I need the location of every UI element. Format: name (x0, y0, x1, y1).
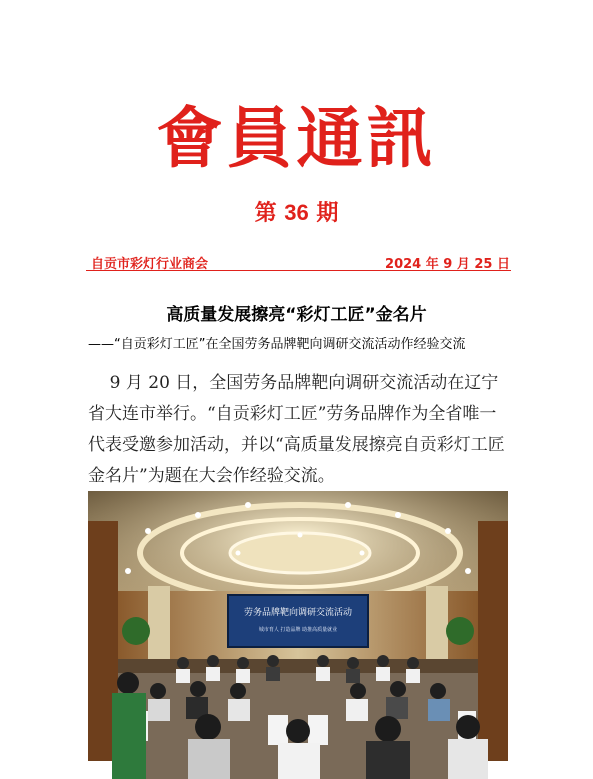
issue-num: 36 (284, 200, 309, 225)
article-body: 9 月 20 日，全国劳务品牌靶向调研交流活动在辽宁省大连市举行。“自贡彩灯工匠”劳务品牌作为全省唯一代表受邀参加活动，并以“高质量发展擦亮自贡彩灯工匠金名片”为题在大会作经验交流。 (88, 373, 505, 486)
organization-name: 自贡市彩灯行业商会 (91, 257, 209, 272)
issue-suffix: 期 (316, 201, 339, 226)
header-divider (86, 270, 511, 271)
screen-title: 劳务品牌靶向调研交流活动 (243, 608, 353, 618)
issue-number (0, 196, 593, 227)
issue-date: 2024 年 9 月 25 日 (385, 257, 510, 272)
conference-photo (88, 491, 508, 779)
masthead-title: 會員通訊 (156, 100, 437, 177)
screen-subtitle: 城市育人 打造品牌 助推高质量就业 (258, 627, 338, 633)
article-headline: 高质量发展擦亮“彩灯工匠”金名片 (166, 305, 427, 325)
article-subheadline: ——“自贡彩灯工匠”在全国劳务品牌靶向调研交流活动作经验交流 (88, 337, 466, 352)
issue-prefix: 第 (254, 201, 277, 226)
conference-photo-image (88, 491, 508, 779)
